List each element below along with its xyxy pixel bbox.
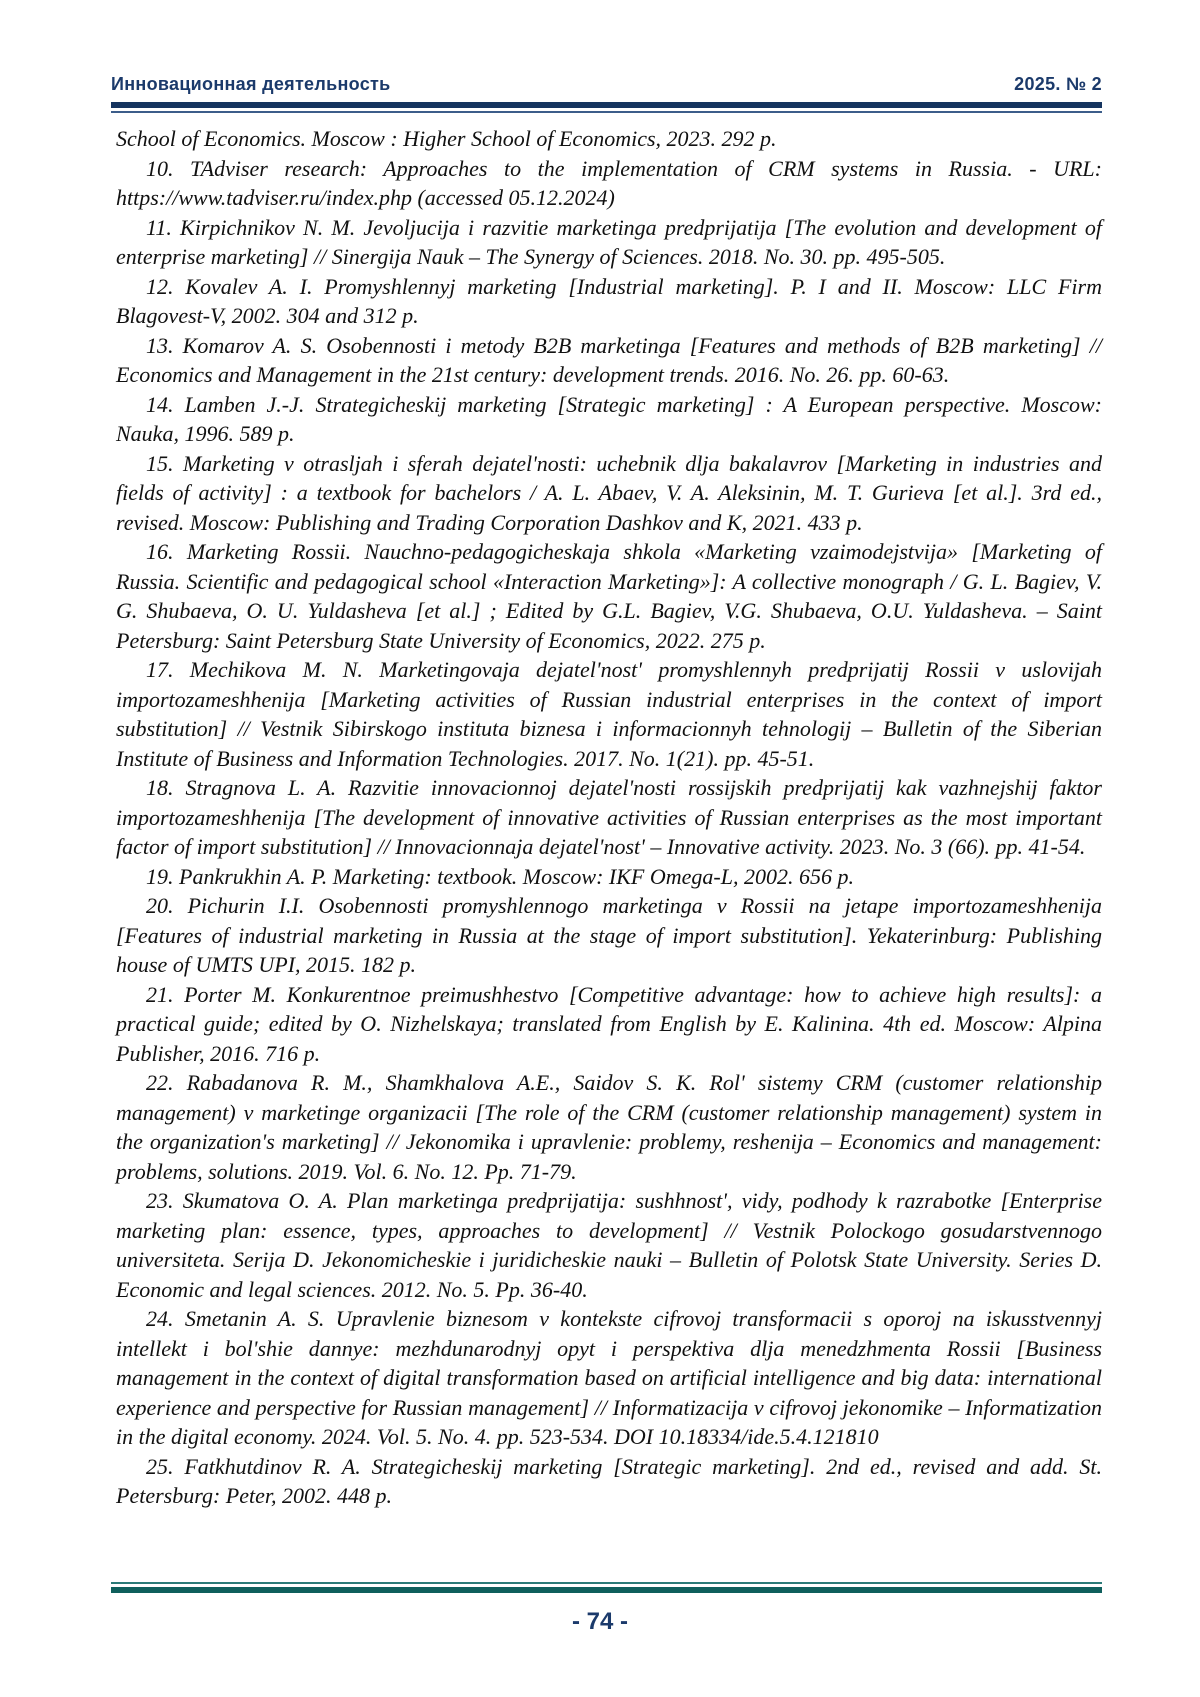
reference-item: 14. Lamben J.-J. Strategicheskij marketing [Strategic marketing] : A European perspective. Moscow: Nauka, 1996. 589 p. xyxy=(116,390,1102,449)
reference-item: 16. Marketing Rossii. Nauchno-pedagogicheskaja shkola «Marketing vzaimodejstvija» [Marketing of Russia. Scientific and pedagogical school «Interaction Marketing»]: A collective monograph / G. L. Bagiev, V. G. Shubaeva, O. U. Yuldasheva [et al.] ; Edited by G.L. Bagiev, V.G. Shubaeva, O.U. Yuldasheva. – Saint Petersburg: Saint Petersburg State University of Economics, 2022. 275 p. xyxy=(116,537,1102,655)
issue-number: 2025. № 2 xyxy=(1014,74,1102,95)
reference-list xyxy=(116,124,1102,1511)
reference-item: 17. Mechikova M. N. Marketingovaja dejatel'nost' promyshlennyh predprijatij Rossii v uslovijah importozameshhenija [Marketing activities of Russian industrial enterprises in the context of import substitution] // Vestnik Sibirskogo instituta biznesa i informacionnyh tehnologij – Bulletin of the Siberian Institute of Business and Information Technologies. 2017. No. 1(21). pp. 45-51. xyxy=(116,655,1102,773)
reference-item: 24. Smetanin A. S. Upravlenie biznesom v kontekste cifrovoj transformacii s oporoj na iskusstvennyj intellekt i bol'shie dannye: mezhdunarodnyj opyt i perspektiva dlja menedzhmenta Rossii [Business management in the context of digital transformation based on artificial intelligence and big data: international experience and perspective for Russian management] // Informatizacija v cifrovoj jekonomike – Informatization in the digital economy. 2024. Vol. 5. No. 4. pp. 523-534. DOI 10.18334/ide.5.4.121810 xyxy=(116,1304,1102,1452)
header-rule-thin xyxy=(111,111,1102,113)
footer-rule-thin xyxy=(111,1582,1102,1584)
reference-item: 21. Porter M. Konkurentnoe preimushhestvo [Competitive advantage: how to achieve high results]: a practical guide; edited by O. Nizhelskaya; translated from English by E. Kalinina. 4th ed. Moscow: Alpina Publisher, 2016. 716 p. xyxy=(116,980,1102,1069)
page-number: - 74 - xyxy=(0,1608,1200,1636)
reference-item: 23. Skumatova O. A. Plan marketinga predprijatija: sushhnost', vidy, podhody k razrabotke [Enterprise marketing plan: essence, types, approaches to development] // Vestnik Polockogo gosudarstvennogo universiteta. Serija D. Jekonomicheskie i juridicheskie nauki – Bulletin of Polotsk State University. Series D. Economic and legal sciences. 2012. No. 5. Pp. 36-40. xyxy=(116,1186,1102,1304)
reference-item: 20. Pichurin I.I. Osobennosti promyshlennogo marketinga v Rossii na jetape importozameshhenija [Features of industrial marketing in Russia at the stage of import substitution]. Yekaterinburg: Publishing house of UMTS UPI, 2015. 182 p. xyxy=(116,891,1102,980)
journal-title: Инновационная деятельность xyxy=(111,74,391,95)
reference-item: 25. Fatkhutdinov R. A. Strategicheskij marketing [Strategic marketing]. 2nd ed., revised and add. St. Petersburg: Peter, 2002. 448 p. xyxy=(116,1452,1102,1511)
reference-item: 22. Rabadanova R. M., Shamkhalova A.E., Saidov S. K. Rol' sistemy CRM (customer relationship management) v marketinge organizacii [The role of the CRM (customer relationship management) system in the organization's marketing] // Jekonomika i upravlenie: problemy, reshenija – Economics and management: problems, solutions. 2019. Vol. 6. No. 12. Pp. 71-79. xyxy=(116,1068,1102,1186)
footer-rule-thick xyxy=(111,1587,1102,1593)
header-rule-thick xyxy=(111,102,1102,108)
reference-item: 11. Kirpichnikov N. M. Jevoljucija i razvitie marketinga predprijatija [The evolution and development of enterprise marketing] // Sinergija Nauk – The Synergy of Sciences. 2018. No. 30. pp. 495-505. xyxy=(116,213,1102,272)
reference-item: 18. Stragnova L. A. Razvitie innovacionnoj dejatel'nosti rossijskih predprijatij kak vazhnejshij faktor importozameshhenija [The development of innovative activities of Russian enterprises as the most important factor of import substitution] // Innovacionnaja dejatel'nost' – Innovative activity. 2023. No. 3 (66). pp. 41-54. xyxy=(116,773,1102,862)
running-header xyxy=(111,74,1102,95)
reference-continuation: School of Economics. Moscow : Higher School of Economics, 2023. 292 p. xyxy=(116,124,1102,154)
reference-item: 15. Marketing v otrasljah i sferah dejatel'nosti: uchebnik dlja bakalavrov [Marketing in industries and fields of activity] : a textbook for bachelors / A. L. Abaev, V. A. Aleksinin, M. T. Gurieva [et al.]. 3rd ed., revised. Moscow: Publishing and Trading Corporation Dashkov and K, 2021. 433 p. xyxy=(116,449,1102,538)
reference-item: 10. TAdviser research: Approaches to the implementation of CRM systems in Russia. - URL: https://www.tadviser.ru/index.php (accessed 05.12.2024) xyxy=(116,154,1102,213)
reference-item: 13. Komarov A. S. Osobennosti i metody B2B marketinga [Features and methods of B2B marketing] // Economics and Management in the 21st century: development trends. 2016. No. 26. pp. 60-63. xyxy=(116,331,1102,390)
reference-item: 19. Pankrukhin A. P. Marketing: textbook. Moscow: IKF Omega-L, 2002. 656 p. xyxy=(116,862,1102,892)
reference-item: 12. Kovalev A. I. Promyshlennyj marketing [Industrial marketing]. P. I and II. Moscow: LLC Firm Blagovest-V, 2002. 304 and 312 p. xyxy=(116,272,1102,331)
